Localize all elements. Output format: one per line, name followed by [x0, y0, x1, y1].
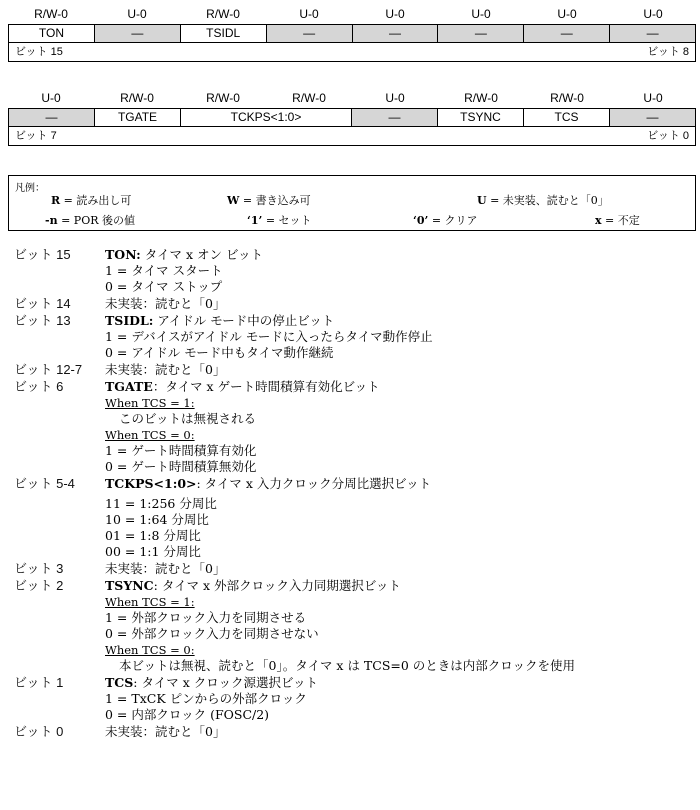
- description-line: [105, 658, 694, 674]
- legend-r: [51, 192, 131, 208]
- unimplemented-bit-cell: —: [94, 25, 180, 42]
- legend-u-text: = 未実装、読むと「0」: [486, 194, 609, 207]
- bit-description: [105, 378, 694, 475]
- bit-row: [14, 312, 694, 361]
- bit-description: [105, 577, 694, 674]
- bit-label-left: ビット 7: [15, 130, 57, 142]
- bit-attr: U-0: [299, 7, 319, 21]
- line-text: 本ビットは無視、読むと「0」。タイマ x は TCS=0 のときは内部クロックを使用: [119, 658, 576, 673]
- bit-attr: U-0: [127, 7, 147, 21]
- line-text: 1 = ゲート時間積算有効化: [105, 443, 257, 458]
- register-high-cells: [9, 25, 695, 43]
- bit-name-cell: TGATE: [94, 109, 180, 126]
- bit-number-label: ビット 15: [14, 247, 71, 262]
- field-name: TCS: [105, 675, 134, 690]
- description-line: [105, 295, 694, 312]
- description-line: [105, 707, 694, 723]
- bit-attr: R/W-0: [464, 91, 498, 105]
- bit-description: [105, 295, 694, 312]
- bit-number-label: ビット 3: [14, 561, 64, 576]
- register-high: [8, 4, 696, 62]
- bit-row: [14, 295, 694, 312]
- bit-attr: U-0: [41, 91, 61, 105]
- bit-attr: R/W-0: [206, 91, 240, 105]
- bit-attr: U-0: [471, 7, 491, 21]
- bit-attr: R/W-0: [120, 91, 154, 105]
- line-text: 00 = 1:1 分周比: [105, 544, 201, 559]
- line-text: 未実装：読むと「0」: [105, 561, 226, 576]
- bit-description: [105, 361, 694, 378]
- bit-label-right: ビット 0: [647, 130, 689, 142]
- line-text: 未実装：読むと「0」: [105, 724, 226, 739]
- field-name: TGATE: [105, 379, 153, 394]
- line-text: ：タイマ x ゲート時間積算有効化ビット: [152, 379, 380, 394]
- line-text: 11 = 1:256 分周比: [105, 496, 217, 511]
- description-line: [105, 610, 694, 626]
- register-high-box: [8, 24, 696, 62]
- legend-box: [8, 175, 696, 231]
- legend-zero: [413, 212, 478, 228]
- field-name: TSYNC: [105, 578, 154, 593]
- register-high-footer: [9, 43, 695, 61]
- description-line: [105, 626, 694, 642]
- bit-name-cell: TON: [9, 25, 94, 42]
- line-text: : タイマ x 入力クロック分周比選択ビット: [196, 476, 432, 491]
- legend-w-text: = 書き込み可: [239, 194, 311, 207]
- bit-row: [14, 577, 694, 674]
- line-text: : タイマ x クロック源選択ビット: [133, 675, 318, 690]
- unimplemented-bit-cell: —: [266, 25, 352, 42]
- legend-one: [247, 212, 312, 228]
- bit-description: [105, 312, 694, 361]
- description-line: [105, 642, 694, 658]
- description-line: [105, 279, 694, 295]
- field-name: TCKPS<1:0>: [105, 476, 197, 491]
- description-line: [105, 496, 694, 512]
- description-line: [105, 577, 694, 594]
- bit-row: [14, 674, 694, 723]
- line-text: タイマ x オン ビット: [140, 247, 263, 262]
- bit-description: [105, 560, 694, 577]
- bit-row: [14, 246, 694, 295]
- bit-row: [14, 361, 694, 378]
- line-text: アイドル モード中の停止ビット: [153, 313, 335, 328]
- bit-number-label: ビット 13: [14, 313, 71, 328]
- bit-number-label: ビット 14: [14, 296, 71, 311]
- legend-one-text: = セット: [262, 214, 312, 227]
- legend-x-key: x: [595, 214, 602, 227]
- bit-attr: U-0: [385, 7, 405, 21]
- line-text: 未実装：読むと「0」: [105, 362, 226, 377]
- description-line: [105, 594, 694, 610]
- bit-attr: U-0: [643, 7, 663, 21]
- bit-attr: R/W-0: [550, 91, 584, 105]
- bit-description: [105, 674, 694, 723]
- description-line: [105, 475, 694, 492]
- bit-number-label: ビット 6: [14, 379, 64, 394]
- line-text: 0 = 外部クロック入力を同期させない: [105, 626, 319, 641]
- legend-zero-text: = クリア: [428, 214, 478, 227]
- bit-attr: R/W-0: [292, 91, 326, 105]
- bit-name-cell: TCKPS<1:0>: [180, 109, 351, 126]
- line-text: 1 = 外部クロック入力を同期させる: [105, 610, 307, 625]
- bit-descriptions: [14, 246, 694, 740]
- line-text: 1 = タイマ スタート: [105, 263, 223, 278]
- legend-n-text: = POR 後の値: [57, 214, 135, 227]
- bit-number-label: ビット 1: [14, 675, 64, 690]
- description-line: [105, 329, 694, 345]
- description-line: [105, 674, 694, 691]
- bit-attr: R/W-0: [206, 7, 240, 21]
- legend-zero-key: ‘0’: [413, 214, 429, 227]
- bit-row: [14, 560, 694, 577]
- description-line: [105, 459, 694, 475]
- bit-attr: U-0: [643, 91, 663, 105]
- line-text: このビットは無視される: [119, 411, 257, 426]
- legend-title: 凡例：: [15, 183, 45, 194]
- register-low-footer: [9, 127, 695, 145]
- condition-heading: When TCS = 0:: [105, 428, 195, 442]
- bit-description: [105, 246, 694, 295]
- register-high-attrs: [8, 4, 696, 24]
- description-line: [105, 691, 694, 707]
- bit-row: [14, 475, 694, 560]
- bit-number-label: ビット 5-4: [14, 476, 75, 491]
- legend-x: [595, 212, 640, 228]
- description-line: [105, 427, 694, 443]
- bit-name-cell: TSYNC: [437, 109, 523, 126]
- bit-number-label: ビット 2: [14, 578, 64, 593]
- description-line: [105, 512, 694, 528]
- legend-n-key: -n: [45, 214, 58, 227]
- bit-description: [105, 723, 694, 740]
- legend-one-key: ‘1’: [247, 214, 263, 227]
- bit-name-cell: TCS: [523, 109, 609, 126]
- line-text: 未実装：読むと「0」: [105, 296, 226, 311]
- description-line: [105, 345, 694, 361]
- legend-r-text: = 読み出し可: [60, 194, 132, 207]
- line-text: 1 = デバイスがアイドル モードに入ったらタイマ動作停止: [105, 329, 433, 344]
- description-line: [105, 378, 694, 395]
- unimplemented-bit-cell: —: [523, 25, 609, 42]
- legend-u-key: U: [477, 194, 487, 207]
- bit-number-label: ビット 0: [14, 724, 64, 739]
- bit-name-cell: TSIDL: [180, 25, 266, 42]
- legend-w: [227, 192, 311, 208]
- field-name: TON:: [105, 247, 141, 262]
- unimplemented-bit-cell: —: [609, 25, 695, 42]
- register-low-cells: [9, 109, 695, 127]
- unimplemented-bit-cell: —: [352, 25, 438, 42]
- bit-row: [14, 378, 694, 475]
- legend-x-text: = 不定: [601, 214, 640, 227]
- description-line: [105, 411, 694, 427]
- line-text: 0 = ゲート時間積算無効化: [105, 459, 257, 474]
- condition-heading: When TCS = 0:: [105, 643, 195, 657]
- legend-w-key: W: [227, 194, 240, 207]
- description-line: [105, 312, 694, 329]
- legend-u: [477, 192, 609, 208]
- line-text: 01 = 1:8 分周比: [105, 528, 201, 543]
- bit-label-right: ビット 8: [647, 46, 689, 58]
- bit-description: [105, 475, 694, 560]
- bit-attr: U-0: [557, 7, 577, 21]
- description-line: [105, 723, 694, 740]
- unimplemented-bit-cell: —: [609, 109, 695, 126]
- register-low: [8, 88, 696, 146]
- condition-heading: When TCS = 1:: [105, 595, 195, 609]
- description-line: [105, 443, 694, 459]
- description-line: [105, 246, 694, 263]
- unimplemented-bit-cell: —: [9, 109, 94, 126]
- description-line: [105, 560, 694, 577]
- field-name: TSIDL:: [105, 313, 154, 328]
- description-line: [105, 544, 694, 560]
- bit-row: [14, 723, 694, 740]
- description-line: [105, 361, 694, 378]
- register-low-attrs: [8, 88, 696, 108]
- register-low-box: [8, 108, 696, 146]
- line-text: 10 = 1:64 分周比: [105, 512, 209, 527]
- unimplemented-bit-cell: —: [437, 25, 523, 42]
- condition-heading: When TCS = 1:: [105, 396, 195, 410]
- line-text: 0 = タイマ ストップ: [105, 279, 223, 294]
- line-text: 0 = アイドル モード中もタイマ動作継続: [105, 345, 334, 360]
- line-text: 1 = TxCK ピンからの外部クロック: [105, 691, 307, 706]
- description-line: [105, 395, 694, 411]
- legend-r-key: R: [51, 194, 61, 207]
- description-line: [105, 263, 694, 279]
- description-line: [105, 528, 694, 544]
- bit-label-left: ビット 15: [15, 46, 63, 58]
- unimplemented-bit-cell: —: [351, 109, 437, 126]
- bit-attr: U-0: [385, 91, 405, 105]
- line-text: 0 = 内部クロック (FOSC/2): [105, 707, 270, 722]
- line-text: : タイマ x 外部クロック入力同期選択ビット: [153, 578, 401, 593]
- legend-n: [45, 212, 135, 228]
- bit-attr: R/W-0: [34, 7, 68, 21]
- bit-number-label: ビット 12-7: [14, 362, 83, 377]
